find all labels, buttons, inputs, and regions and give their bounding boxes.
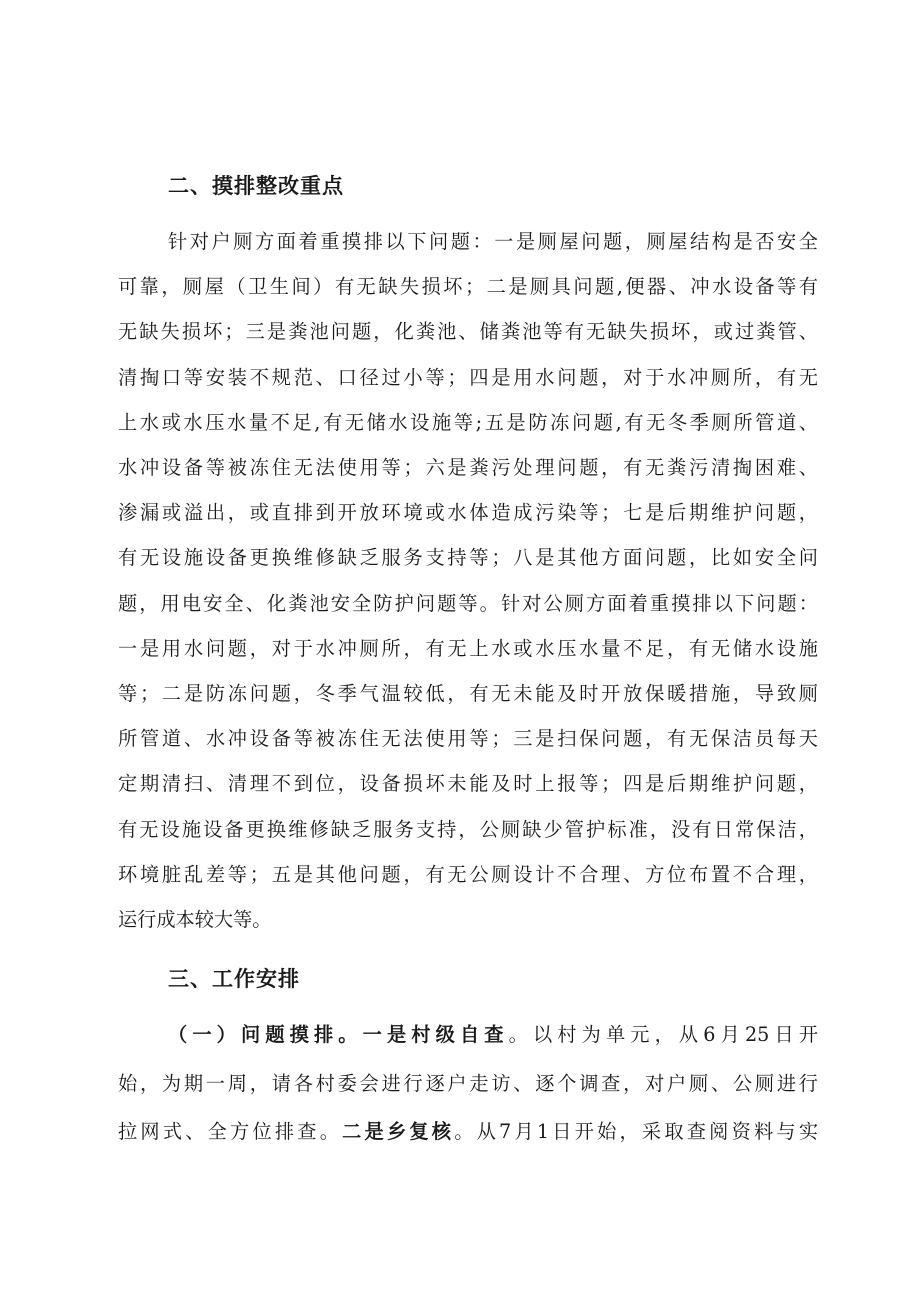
section-two-paragraph-line: 针对户厕方面着重摸排以下问题：一是厕屋问题，厕屋结构是否安全 <box>168 230 818 253</box>
section-two-paragraph-line: 环境脏乱差等；五是其他问题，有无公厕设计不合理、方位布置不合理， <box>118 862 818 886</box>
section-two-paragraph-line: 渗漏或溢出，或直排到开放环境或水体造成污染等；七是后期维护问题， <box>118 501 818 525</box>
section-two-paragraph-line: 清掏口等安装不规范、口径过小等；四是用水问题，对于水冲厕所，有无 <box>118 365 818 389</box>
subsection-title: （一）问题摸排。 <box>168 1023 363 1046</box>
section-two-paragraph-line: 可靠，厕屋（卫生间）有无缺失损坏；二是厕具问题,便器、冲水设备等有 <box>118 275 818 299</box>
step-township-review: 二是乡复核 <box>342 1120 455 1143</box>
section-three-paragraph-line <box>168 1025 818 1044</box>
section-two-paragraph-line: 定期清扫、清理不到位，设备损坏未能及时上报等；四是后期维护问题， <box>118 772 818 796</box>
section-two-paragraph-line: 有无设施设备更换维修缺乏服务支持，公厕缺少管护标准，没有日常保洁， <box>118 817 818 841</box>
section-two-paragraph-line: 一是用水问题，对于水冲厕所，有无上水或水压水量不足，有无储水设施 <box>118 636 818 660</box>
section-two-paragraph-line: 无缺失损坏；三是粪池问题，化粪池、储粪池等有无缺失损坏，或过粪管、 <box>118 320 818 344</box>
section-heading-two: 二、摸排整改重点 <box>168 174 344 198</box>
step-village-self-check: 一是村级自查 <box>362 1023 509 1046</box>
section-three-paragraph-line: 始，为期一周，请各村委会进行逐户走访、逐个调查，对户厕、公厕进行 <box>118 1072 818 1095</box>
section-two-paragraph-line: 等；二是防冻问题，冬季气温较低，有无未能及时开放保暖措施，导致厕 <box>118 682 818 705</box>
paragraph-text: 。从7月1日开始，采取查阅资料与实 <box>454 1120 819 1143</box>
section-two-paragraph-line: 题，用电安全、化粪池安全防护问题等。针对公厕方面着重摸排以下问题： <box>118 591 818 615</box>
section-three-paragraph-line <box>118 1122 818 1141</box>
section-two-paragraph-line: 水冲设备等被冻住无法使用等；六是粪污处理问题，有无粪污清掏困难、 <box>118 456 818 479</box>
section-two-paragraph-line: 运行成本较大等。 <box>118 908 272 931</box>
paragraph-text: 拉网式、全方位排查。 <box>118 1120 343 1143</box>
paragraph-text: 。以村为单元，从6月25日开 <box>508 1023 819 1046</box>
section-two-paragraph-line: 上水或水压水量不足,有无储水设施等;五是防冻问题,有无冬季厕所管道、 <box>118 410 818 434</box>
section-two-paragraph-line: 所管道、水冲设备等被冻住无法使用等；三是扫保问题，有无保洁员每天 <box>118 727 818 751</box>
section-two-paragraph-line: 有无设施设备更换维修缺乏服务支持等；八是其他方面问题，比如安全问 <box>118 546 818 570</box>
section-heading-three: 三、工作安排 <box>168 967 300 991</box>
